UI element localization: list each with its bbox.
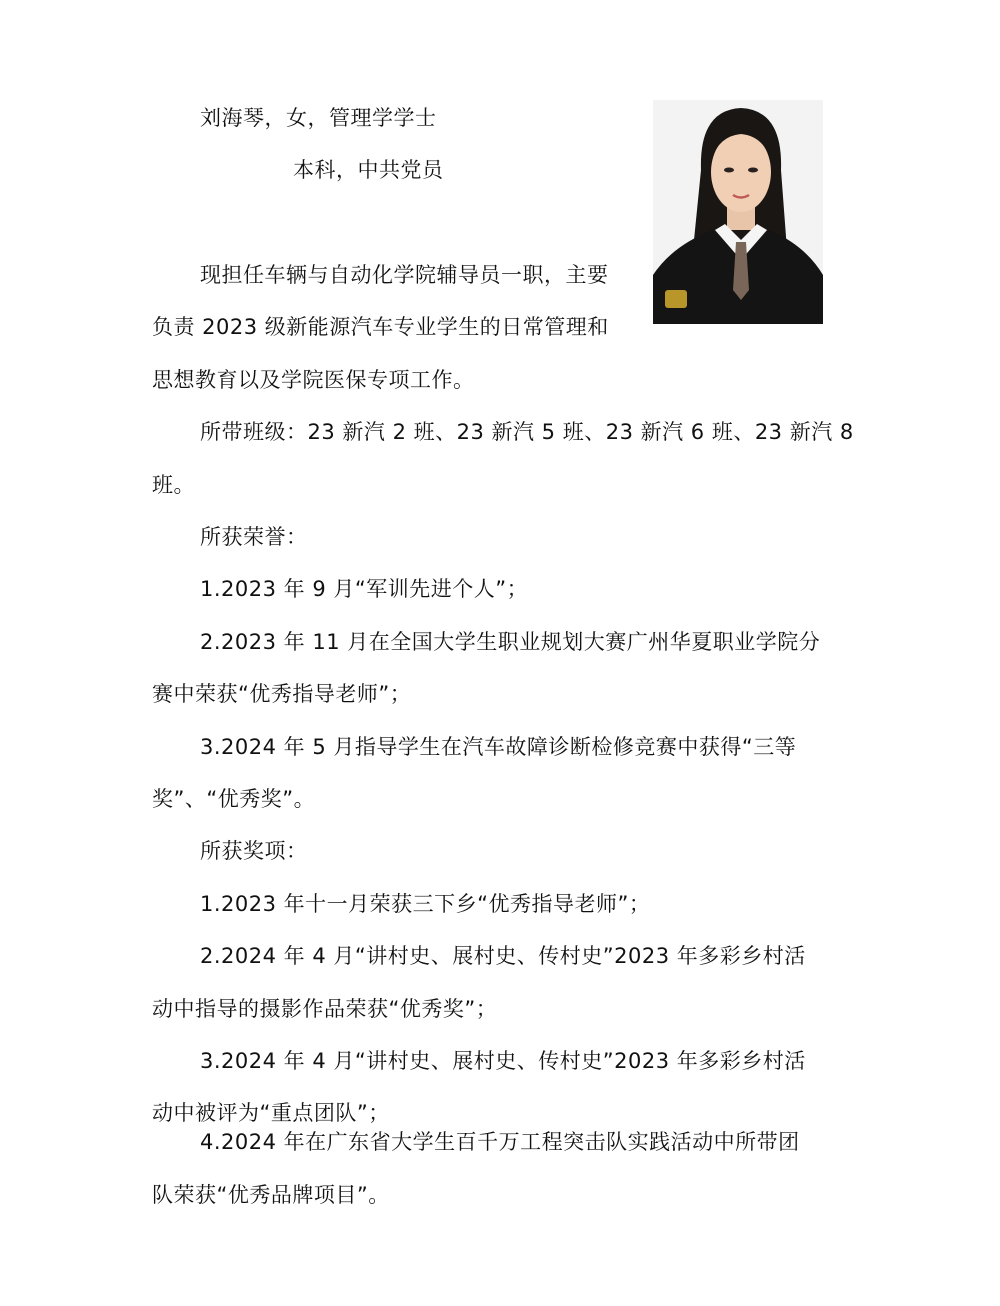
classes-line-1: 所带班级：23 新汽 2 班、23 新汽 5 班、23 新汽 6 班、23 新汽 8: [200, 420, 854, 444]
awards-title: 所获奖项：: [200, 839, 308, 863]
award-line-3: 动中指导的摄影作品荣获“优秀奖”；: [152, 997, 498, 1021]
award-line-2: 2.2024 年 4 月“讲村史、展村史、传村史”2023 年多彩乡村活: [200, 944, 806, 968]
portrait-photo: [653, 100, 823, 324]
award-line-5: 动中被评为“重点团队”；: [152, 1101, 390, 1125]
intro-line-1: 现担任车辆与自动化学院辅导员一职，主要: [200, 263, 609, 287]
honor-line-4: 3.2024 年 5 月指导学生在汽车故障诊断检修竞赛中获得“三等: [200, 735, 797, 759]
honor-line-1: 1.2023 年 9 月“军训先进个人”；: [200, 577, 529, 601]
honor-line-5: 奖”、“优秀奖”。: [152, 787, 316, 811]
education-line: 本科，中共党员: [293, 158, 444, 182]
name-line: 刘海琴，女，管理学学士: [200, 106, 437, 130]
award-line-7: 队荣获“优秀品牌项目”。: [152, 1183, 390, 1207]
award-line-4: 3.2024 年 4 月“讲村史、展村史、传村史”2023 年多彩乡村活: [200, 1049, 806, 1073]
award-line-1: 1.2023 年十一月荣获三下乡“优秀指导老师”；: [200, 892, 651, 916]
award-line-6: 4.2024 年在广东省大学生百千万工程突击队实践活动中所带团: [200, 1130, 800, 1154]
intro-line-3: 思想教育以及学院医保专项工作。: [152, 368, 475, 392]
honor-line-3: 赛中荣获“优秀指导老师”；: [152, 682, 412, 706]
classes-line-2: 班。: [152, 473, 195, 497]
honors-title: 所获荣誉：: [200, 525, 308, 549]
honor-line-2: 2.2023 年 11 月在全国大学生职业规划大赛广州华夏职业学院分: [200, 630, 821, 654]
intro-line-2: 负责 2023 级新能源汽车专业学生的日常管理和: [152, 315, 609, 339]
